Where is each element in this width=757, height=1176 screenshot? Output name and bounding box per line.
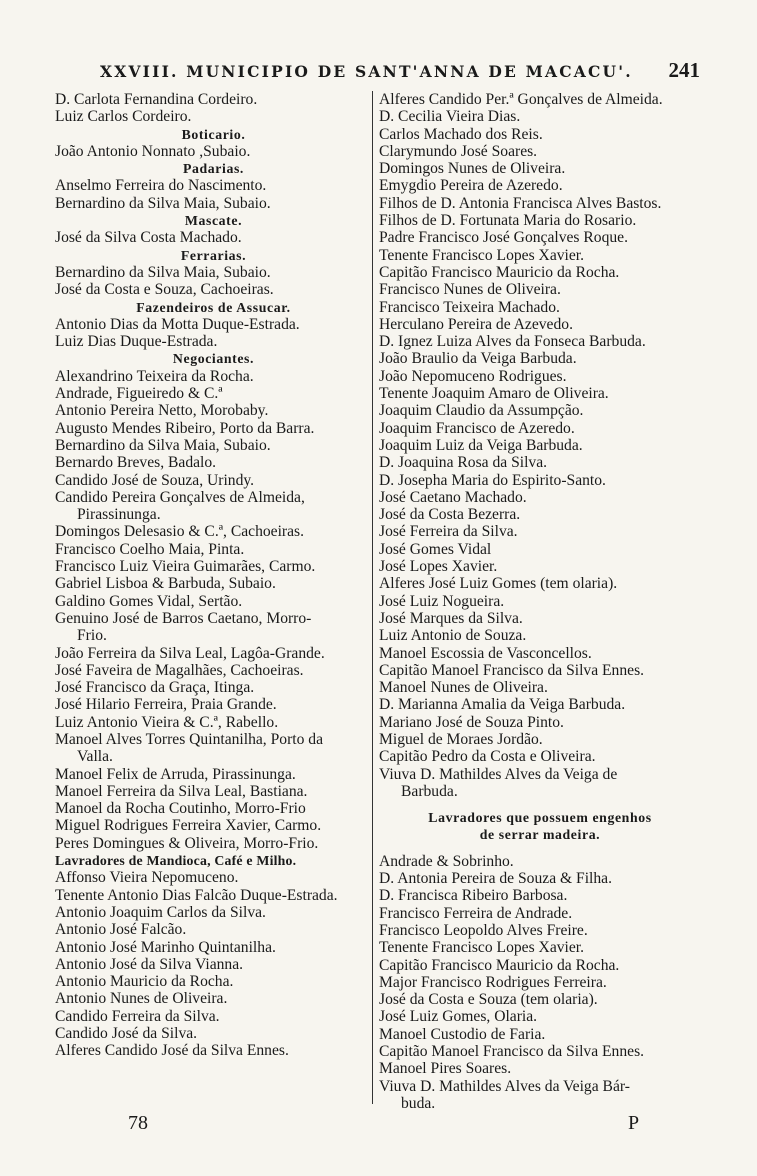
list-entry: Manoel Custodio de Faria.: [379, 1025, 546, 1043]
entry-continuation: Frio.: [77, 627, 107, 645]
list-entry: Genuino José de Barros Caetano, Morro-: [55, 609, 312, 627]
list-entry: Filhos de D. Fortunata Maria do Rosario.: [379, 212, 637, 230]
list-entry: Antonio Pereira Netto, Morobaby.: [55, 402, 269, 420]
list-entry: Clarymundo José Soares.: [379, 142, 538, 160]
spacer: [379, 844, 701, 853]
list-entry: José da Costa e Souza, Cachoeiras.: [55, 281, 274, 299]
list-entry: Manoel Nunes de Oliveira.: [379, 679, 548, 697]
signature-mark: 78: [128, 1112, 148, 1134]
list-entry: Augusto Mendes Ribeiro, Porto da Barra.: [55, 419, 315, 437]
section-heading: Ferrarias.: [180, 247, 247, 263]
list-entry: Alferes Candido José da Silva Ennes.: [55, 1042, 289, 1060]
list-entry: Peres Domingues & Oliveira, Morro-Frio.: [55, 834, 319, 852]
list-entry: José da Silva Costa Machado.: [55, 229, 242, 247]
list-entry: Filhos de D. Antonia Francisca Alves Bastos.: [379, 194, 662, 212]
list-entry: João Antonio Nonnato ,Subaio.: [55, 142, 251, 160]
list-entry: Candido Ferreira da Silva.: [55, 1007, 220, 1025]
list-entry: Luiz Dias Duque-Estrada.: [55, 333, 218, 351]
list-entry: Joaquim Luiz da Veiga Barbuda.: [379, 436, 583, 454]
list-entry: Candido José de Souza, Urindy.: [55, 471, 255, 489]
section-heading: Lavradores de Mandioca, Café e Milho.: [55, 853, 297, 869]
entry-continuation: buda.: [401, 1094, 436, 1112]
list-entry: Emygdio Pereira de Azeredo.: [379, 177, 563, 195]
page-header: [100, 58, 700, 88]
list-entry: Luiz Antonio de Souza.: [379, 627, 527, 645]
list-entry: Capitão Pedro da Costa e Oliveira.: [379, 748, 596, 766]
list-entry: D. Francisca Ribeiro Barbosa.: [379, 887, 568, 905]
list-entry: José Marques da Silva.: [379, 609, 523, 627]
list-entry: José Faveira de Magalhães, Cachoeiras.: [55, 661, 304, 679]
list-entry: Padre Francisco José Gonçalves Roque.: [379, 229, 629, 247]
list-entry: João Ferreira da Silva Leal, Lagôa-Grande.: [55, 644, 325, 662]
list-entry: Francisco Luiz Vieira Guimarães, Carmo.: [55, 558, 316, 576]
list-entry: Bernardino da Silva Maia, Subaio.: [55, 194, 271, 212]
list-entry: Tenente Antonio Dias Falcão Duque-Estrada.: [55, 886, 338, 904]
list-entry: Anselmo Ferreira do Nascimento.: [55, 177, 267, 195]
list-entry: D. Antonia Pereira de Souza & Filha.: [379, 870, 612, 888]
list-entry: Antonio Dias da Motta Duque-Estrada.: [55, 315, 300, 333]
list-entry: Affonso Vieira Nepomuceno.: [55, 869, 239, 887]
list-entry: Antonio Mauricio da Rocha.: [55, 973, 234, 991]
list-entry: Antonio Joaquim Carlos da Silva.: [55, 903, 266, 921]
list-entry: D. Josepha Maria do Espirito-Santo.: [379, 471, 606, 489]
list-entry: Bernardo Breves, Badalo.: [55, 454, 217, 472]
list-entry: João Nepomuceno Rodrigues.: [379, 367, 567, 385]
list-entry: Capitão Francisco Mauricio da Rocha.: [379, 956, 620, 974]
list-entry: Tenente Francisco Lopes Xavier.: [379, 939, 585, 957]
list-entry: Manoel Ferreira da Silva Leal, Bastiana.: [55, 782, 308, 800]
list-entry: Francisco Coelho Maia, Pinta.: [55, 540, 245, 558]
list-entry: Manoel Escossia de Vasconcellos.: [379, 644, 592, 662]
entry-continuation: Barbuda.: [401, 782, 458, 800]
list-entry: Herculano Pereira de Azevedo.: [379, 315, 573, 333]
list-entry: Manoel Alves Torres Quintanilha, Porto da: [55, 730, 324, 748]
section-heading: Mascate.: [184, 213, 243, 229]
entry-continuation: Valla.: [77, 748, 113, 766]
list-entry: Francisco Leopoldo Alves Freire.: [379, 921, 588, 939]
right-column: [379, 91, 701, 1112]
list-entry: José Hilario Ferreira, Praia Grande.: [55, 696, 277, 714]
list-entry: Gabriel Lisboa & Barbuda, Subaio.: [55, 575, 276, 593]
list-entry: Viuva D. Mathildes Alves da Veiga de: [379, 765, 618, 783]
list-entry: D. Joaquina Rosa da Silva.: [379, 454, 548, 472]
spacer: [379, 800, 701, 809]
list-entry: João Braulio da Veiga Barbuda.: [379, 350, 577, 368]
list-entry: José Luiz Gomes, Olaria.: [379, 1008, 538, 1026]
list-entry: Candido Pereira Gonçalves de Almeida,: [55, 488, 305, 506]
list-entry: José Lopes Xavier.: [379, 558, 498, 576]
list-entry: Capitão Manoel Francisco da Silva Ennes.: [379, 1043, 645, 1061]
list-entry: Joaquim Francisco de Azeredo.: [379, 419, 575, 437]
list-entry: Domingos Nunes de Oliveira.: [379, 160, 566, 178]
running-title: XXVIII. MUNICIPIO DE SANT'ANNA DE MACACU'.: [100, 62, 633, 81]
list-entry: Alexandrino Teixeira da Rocha.: [55, 367, 254, 385]
list-entry: José Gomes Vidal: [379, 540, 492, 558]
list-entry: José Luiz Nogueira.: [379, 592, 505, 610]
list-entry: José Ferreira da Silva.: [379, 523, 518, 541]
list-entry: Miguel Rodrigues Ferreira Xavier, Carmo.: [55, 817, 322, 835]
list-entry: Francisco Nunes de Oliveira.: [379, 281, 561, 299]
list-entry: Joaquim Claudio da Assumpção.: [379, 402, 584, 420]
list-entry: Manoel Felix de Arruda, Pirassinunga.: [55, 765, 296, 783]
list-entry: Francisco Teixeira Machado.: [379, 298, 560, 316]
list-entry: José da Costa Bezerra.: [379, 506, 521, 524]
list-entry: José Caetano Machado.: [379, 488, 527, 506]
list-entry: Capitão Francisco Mauricio da Rocha.: [379, 263, 620, 281]
list-entry: Carlos Machado dos Reis.: [379, 125, 543, 143]
list-entry: Candido José da Silva.: [55, 1025, 198, 1043]
list-entry: Manoel da Rocha Coutinho, Morro-Frio: [55, 800, 306, 818]
list-entry: Manoel Pires Soares.: [379, 1060, 512, 1078]
list-entry: Tenente Francisco Lopes Xavier.: [379, 246, 585, 264]
list-entry: Luiz Carlos Cordeiro.: [55, 108, 192, 126]
gathering-mark: P: [628, 1112, 640, 1134]
list-entry: D. Ignez Luiza Alves da Fonseca Barbuda.: [379, 333, 646, 351]
list-entry: Antonio Nunes de Oliveira.: [55, 990, 228, 1008]
list-entry: Miguel de Moraes Jordão.: [379, 730, 543, 748]
list-entry: Alferes José Luiz Gomes (tem olaria).: [379, 575, 618, 593]
section-heading: Padarias.: [183, 161, 244, 177]
section-heading: Boticario.: [181, 126, 246, 142]
page-number: 241: [668, 58, 700, 82]
list-entry: D. Marianna Amalia da Veiga Barbuda.: [379, 696, 626, 714]
list-entry: Francisco Ferreira de Andrade.: [379, 904, 573, 922]
list-entry: Capitão Manoel Francisco da Silva Ennes.: [379, 661, 645, 679]
entry-continuation: Pirassinunga.: [77, 506, 161, 524]
section-heading: Fazendeiros de Assucar.: [136, 299, 291, 315]
list-entry: Viuva D. Mathildes Alves da Veiga Bár-: [379, 1077, 630, 1095]
list-entry: Antonio José Marinho Quintanilha.: [55, 938, 276, 956]
list-entry: Bernardino da Silva Maia, Subaio.: [55, 436, 271, 454]
list-entry: Major Francisco Rodrigues Ferreira.: [379, 973, 607, 991]
list-entry: Galdino Gomes Vidal, Sertão.: [55, 592, 243, 610]
list-entry: Antonio José da Silva Vianna.: [55, 955, 244, 973]
list-entry: D. Carlota Fernandina Cordeiro.: [55, 91, 258, 108]
list-entry: José da Costa e Souza (tem olaria).: [379, 991, 598, 1009]
list-entry: Andrade & Sobrinho.: [379, 852, 514, 870]
section-heading: de serrar madeira.: [479, 827, 601, 843]
list-entry: D. Cecilia Vieira Dias.: [379, 108, 521, 126]
section-heading: Negociantes.: [172, 351, 255, 367]
list-entry: José Francisco da Graça, Itinga.: [55, 679, 255, 697]
list-entry: Tenente Joaquim Amaro de Oliveira.: [379, 385, 609, 403]
list-entry: Luiz Antonio Vieira & C.ª, Rabello.: [55, 713, 279, 731]
list-entry: Bernardino da Silva Maia, Subaio.: [55, 263, 271, 281]
section-heading: Lavradores que possuem engenhos: [428, 810, 652, 826]
column-divider: [372, 91, 373, 1104]
list-entry: Alferes Candido Per.ª Gonçalves de Almeida.: [379, 91, 663, 108]
list-entry: Antonio José Falcão.: [55, 921, 187, 939]
list-entry: Andrade, Figueiredo & C.ª: [55, 385, 223, 403]
list-entry: Mariano José de Souza Pinto.: [379, 713, 564, 731]
left-column: [55, 91, 372, 1060]
list-entry: Domingos Delesasio & C.ª, Cachoeiras.: [55, 523, 304, 541]
